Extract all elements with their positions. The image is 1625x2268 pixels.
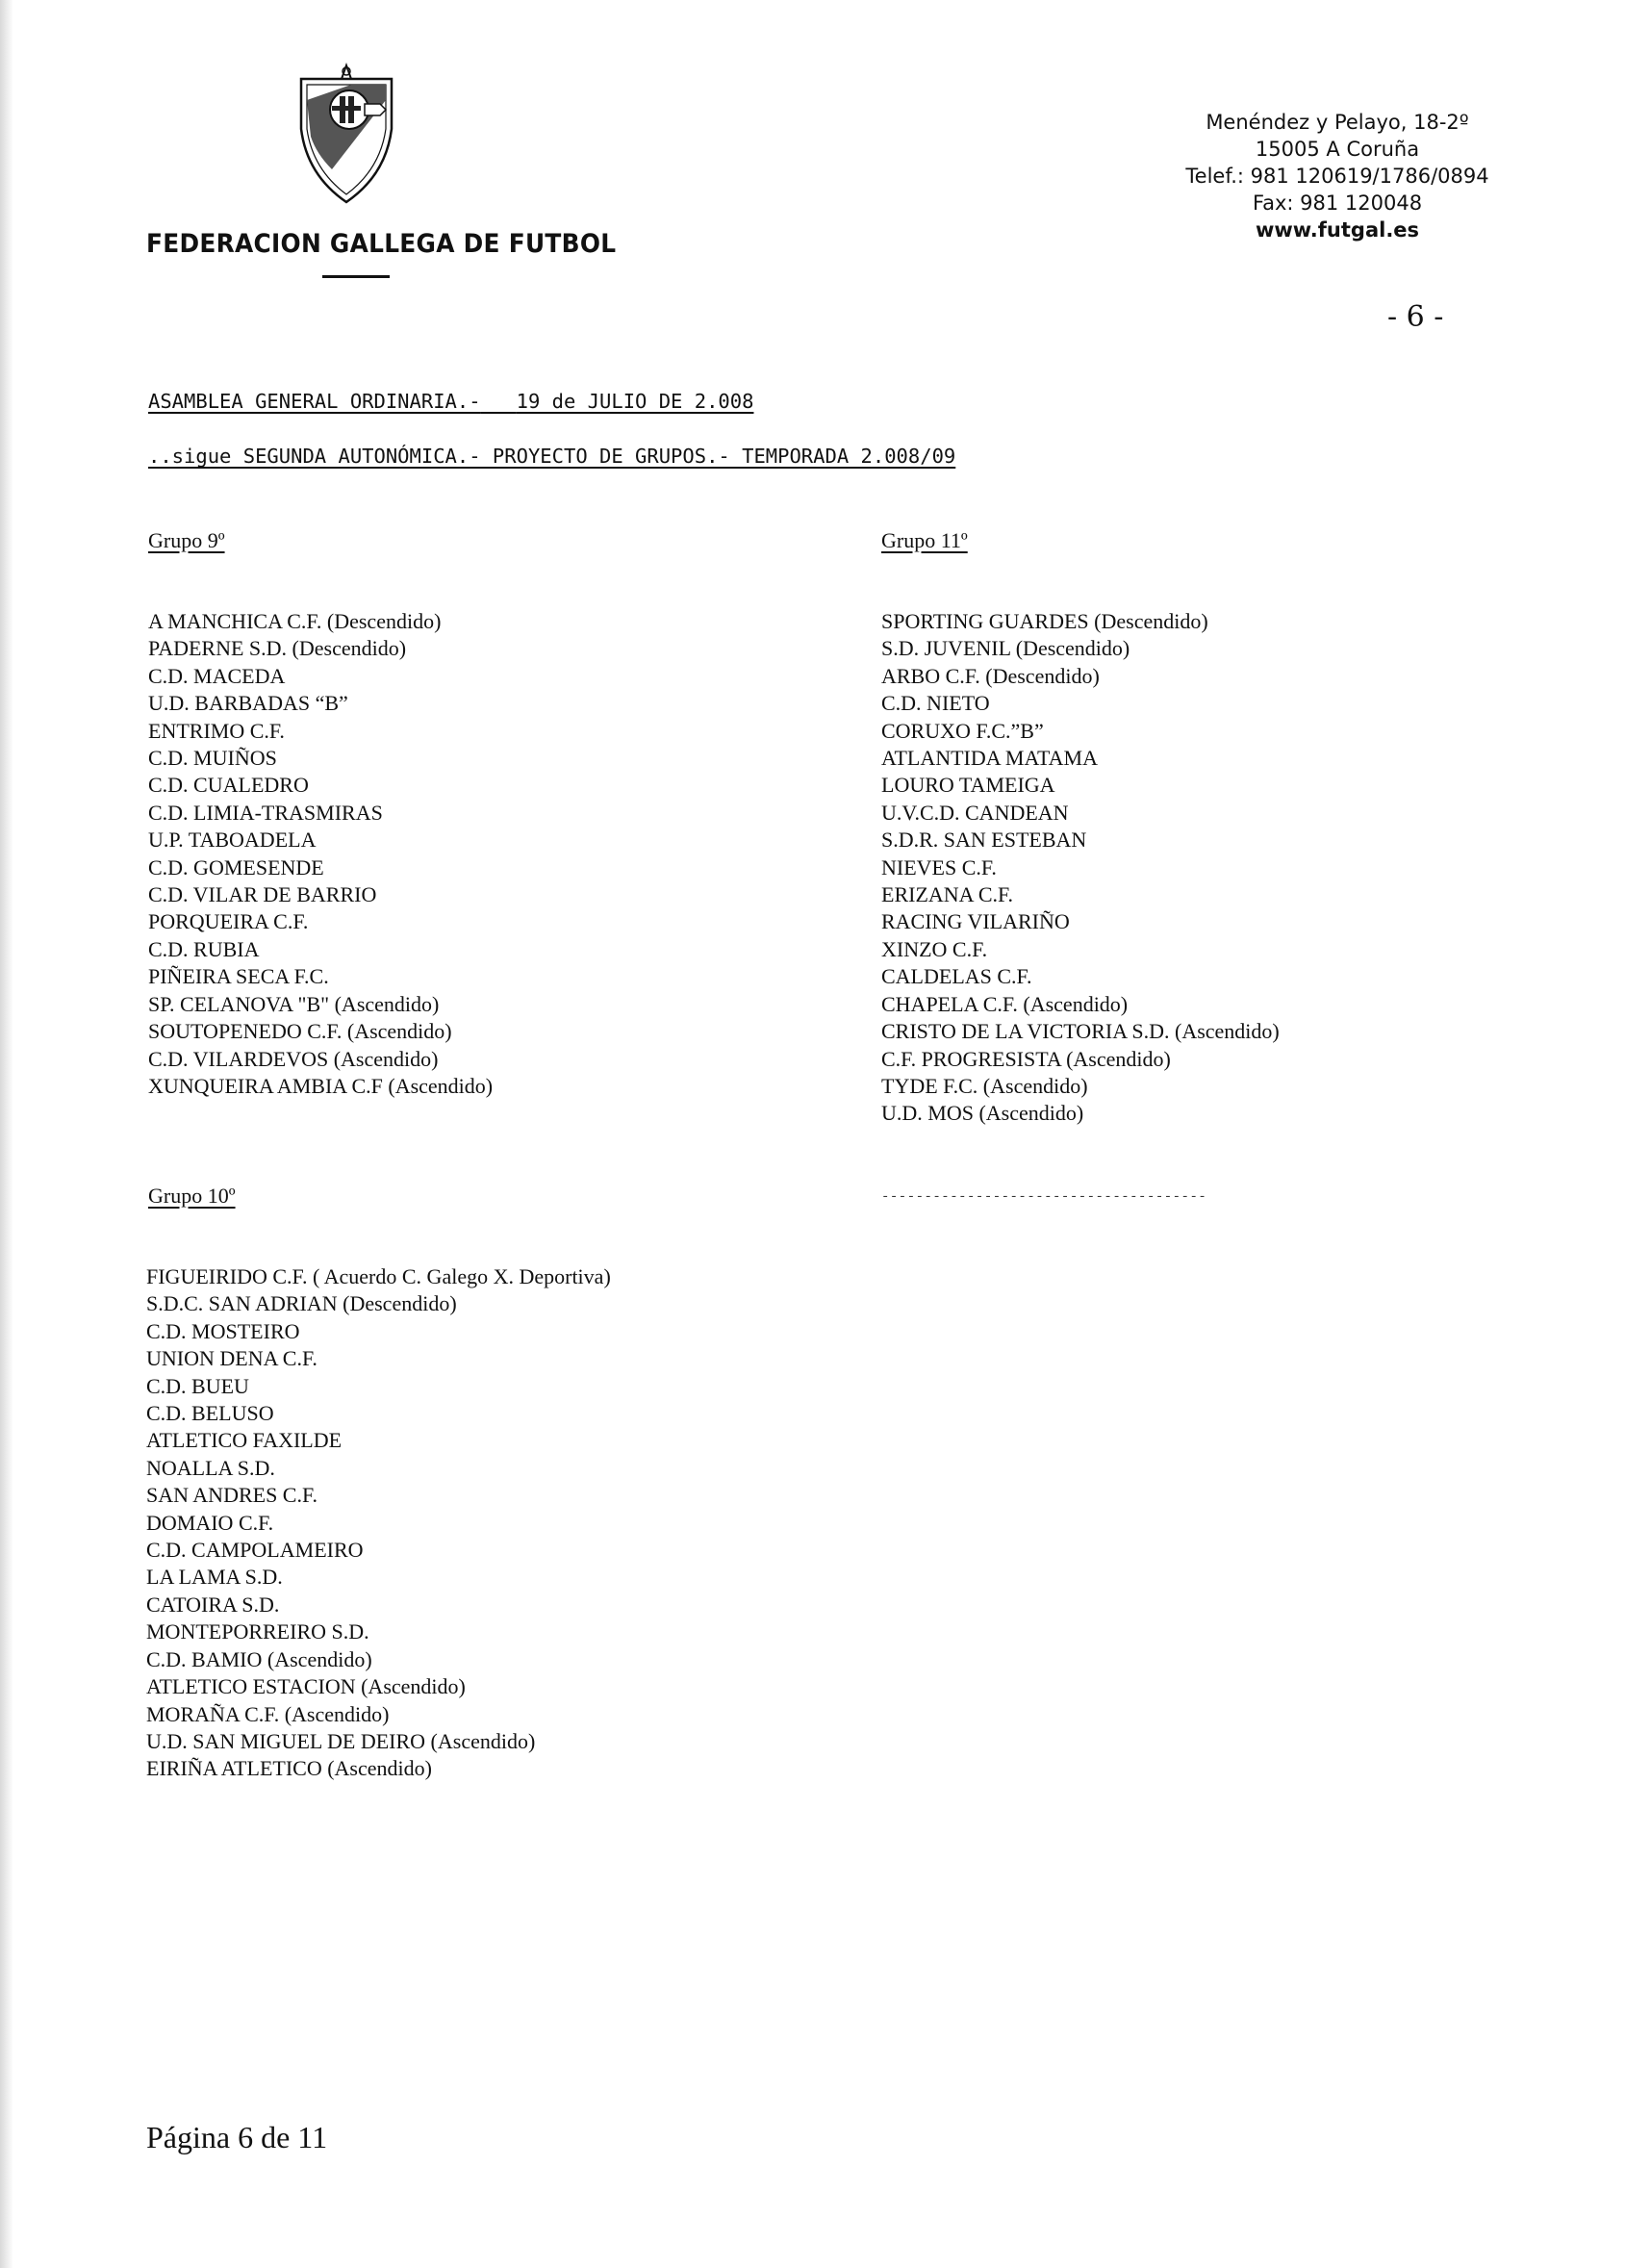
team-list-item: ATLETICO FAXILDE — [146, 1428, 343, 1453]
team-list-item: C.D. GOMESENDE — [148, 854, 324, 879]
contact-block — [1155, 109, 1520, 243]
team-list-item: C.D. CUALEDRO — [148, 773, 309, 798]
team-list-item: ATLANTIDA MATAMA — [881, 746, 1098, 771]
team-list-item: C.D. NIETO — [881, 691, 990, 716]
contact-address: Menéndez y Pelayo, 18-2º — [1206, 111, 1469, 134]
team-list-item: RACING VILARIÑO — [881, 909, 1070, 934]
team-list-item: C.D. VILARDEVOS (Ascendido) — [148, 1046, 439, 1071]
contact-web: www.futgal.es — [1255, 218, 1420, 242]
team-list-item: S.D.C. SAN ADRIAN (Descendido) — [146, 1291, 457, 1316]
team-list-item: U.D. BARBADAS “B” — [148, 691, 348, 716]
team-list-item: DOMAIO C.F. — [146, 1510, 274, 1535]
team-list-item: C.D. RUBIA — [148, 936, 260, 961]
team-list-item: CATOIRA S.D. — [146, 1592, 280, 1617]
team-list-item: LA LAMA S.D. — [146, 1565, 283, 1590]
assembly-date: 19 de JULIO DE 2.008 — [516, 390, 754, 413]
team-list-item: U.P. TABOADELA — [148, 828, 317, 853]
team-list-item: C.F. PROGRESISTA (Ascendido) — [881, 1046, 1171, 1071]
team-list-item: EIRIÑA ATLETICO (Ascendido) — [146, 1756, 432, 1781]
group-10-list — [146, 1263, 611, 1783]
team-list-item: C.D. CAMPOLAMEIRO — [146, 1538, 364, 1563]
separator-line: -------------------------------------- — [881, 1189, 1207, 1205]
team-list-item: ENTRIMO C.F. — [148, 718, 285, 743]
team-list-item: ARBO C.F. (Descendido) — [881, 663, 1100, 688]
team-list-item: SP. CELANOVA "B" (Ascendido) — [148, 991, 440, 1016]
team-list-item: PORQUEIRA C.F. — [148, 909, 309, 934]
team-list-item: C.D. MOSTEIRO — [146, 1318, 300, 1343]
team-list-item: ATLETICO ESTACION (Ascendido) — [146, 1674, 466, 1699]
team-list-item: UNION DENA C.F. — [146, 1346, 317, 1371]
group-11-list — [881, 608, 1280, 1128]
team-list-item: SAN ANDRES C.F. — [146, 1483, 317, 1508]
team-list-item: C.D. BUEU — [146, 1373, 249, 1398]
contact-fax: Fax: 981 120048 — [1252, 191, 1423, 215]
section-heading: ..sigue SEGUNDA AUTONÓMICA.- PROYECTO DE GRUPOS.- TEMPORADA 2.008/09 — [148, 445, 956, 468]
team-list-item: CORUXO F.C.”B” — [881, 718, 1044, 743]
team-list-item: PADERNE S.D. (Descendido) — [148, 636, 407, 661]
federation-shield-icon — [293, 62, 399, 206]
team-list-item: U.D. SAN MIGUEL DE DEIRO (Ascendido) — [146, 1728, 536, 1753]
assembly-title: ASAMBLEA GENERAL ORDINARIA.- — [148, 390, 481, 413]
group-10-title: Grupo 10º — [148, 1184, 236, 1208]
team-list-item: ERIZANA C.F. — [881, 882, 1013, 907]
group-9-title: Grupo 9º — [148, 528, 225, 552]
page-number-footer: Página 6 de 11 — [146, 2120, 328, 2154]
team-list-item: C.D. BELUSO — [146, 1401, 274, 1426]
team-list-item: NIEVES C.F. — [881, 854, 997, 879]
team-list-item: LOURO TAMEIGA — [881, 773, 1055, 798]
team-list-item: NOALLA S.D. — [146, 1455, 275, 1480]
team-list-item: PIÑEIRA SECA F.C. — [148, 964, 329, 989]
team-list-item: MONTEPORREIRO S.D. — [146, 1619, 369, 1644]
team-list-item: S.D. JUVENIL (Descendido) — [881, 636, 1130, 661]
assembly-heading — [148, 390, 753, 413]
team-list-item: C.D. BAMIO (Ascendido) — [146, 1646, 372, 1671]
team-list-item: TYDE F.C. (Ascendido) — [881, 1073, 1088, 1098]
team-list-item: XINZO C.F. — [881, 936, 988, 961]
team-list-item: U.D. MOS (Ascendido) — [881, 1101, 1084, 1126]
team-list-item: C.D. LIMIA-TRASMIRAS — [148, 800, 383, 825]
team-list-item: SPORTING GUARDES (Descendido) — [881, 609, 1208, 633]
team-list-item: C.D. MUIÑOS — [148, 746, 277, 771]
team-list-item: C.D. VILAR DE BARRIO — [148, 882, 377, 907]
team-list-item: C.D. MACEDA — [148, 663, 286, 688]
page-marker: - 6 - — [1387, 300, 1444, 334]
team-list-item: XUNQUEIRA AMBIA C.F (Ascendido) — [148, 1073, 494, 1098]
team-list-item: S.D.R. SAN ESTEBAN — [881, 828, 1087, 853]
contact-phone: Telef.: 981 120619/1786/0894 — [1185, 165, 1489, 188]
contact-city: 15005 A Coruña — [1255, 138, 1420, 161]
group-11-title: Grupo 11º — [881, 528, 968, 552]
org-name: FEDERACION GALLEGA DE FUTBOL — [146, 229, 617, 259]
team-list-item: U.V.C.D. CANDEAN — [881, 800, 1069, 825]
org-name-underline — [322, 275, 390, 278]
team-list-item: A MANCHICA C.F. (Descendido) — [148, 609, 442, 633]
group-9-list — [148, 608, 493, 1100]
team-list-item: CHAPELA C.F. (Ascendido) — [881, 991, 1129, 1016]
team-list-item: CRISTO DE LA VICTORIA S.D. (Ascendido) — [881, 1019, 1280, 1044]
team-list-item: MORAÑA C.F. (Ascendido) — [146, 1701, 390, 1726]
team-list-item: CALDELAS C.F. — [881, 964, 1032, 989]
scan-edge-shadow — [0, 0, 13, 2268]
team-list-item: FIGUEIRIDO C.F. ( Acuerdo C. Galego X. Deportiva) — [146, 1264, 611, 1288]
team-list-item: SOUTOPENEDO C.F. (Ascendido) — [148, 1019, 452, 1044]
